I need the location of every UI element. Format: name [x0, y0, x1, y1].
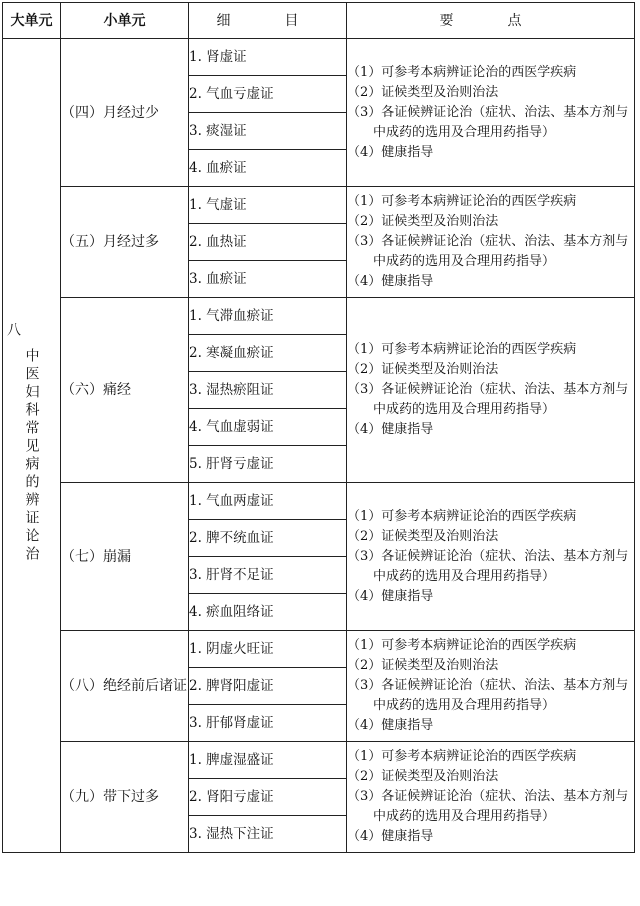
subunit-label: （五）月经过多 [61, 187, 189, 298]
point-line: （4）健康指导 [347, 422, 434, 437]
major-unit-title: 中医妇科常见病的辨证论治 [23, 347, 40, 564]
item-cell: 1. 气血两虚证 [189, 483, 347, 520]
item-cell: 5. 肝肾亏虚证 [189, 446, 347, 483]
major-unit-cell [3, 39, 61, 853]
item-cell: 4. 瘀血阻络证 [189, 594, 347, 631]
point-line: （4）健康指导 [347, 829, 434, 844]
header-points: 要 点 [347, 3, 635, 39]
points-cell [347, 39, 635, 187]
point-line: （2）证候类型及治则治法 [347, 362, 499, 377]
point-line: （1）可参考本病辨证论治的西医学疾病 [347, 342, 577, 357]
points-cell [347, 742, 635, 853]
header-major: 大单元 [3, 3, 61, 39]
point-line: （4）健康指导 [347, 144, 434, 160]
points-cell [347, 631, 635, 742]
point-line: （2）证候类型及治则治法 [347, 84, 499, 100]
table-row [3, 631, 635, 668]
subunit-label: （七）崩漏 [61, 483, 189, 631]
item-cell: 1. 阴虚火旺证 [189, 631, 347, 668]
subunit-label: （九）带下过多 [61, 742, 189, 853]
item-cell: 3. 肝肾不足证 [189, 557, 347, 594]
item-cell: 3. 肝郁肾虚证 [189, 705, 347, 742]
point-line: （3）各证候辨证论治（症状、治法、基本方剂与中成药的选用及合理用药指导） [347, 548, 629, 584]
item-cell: 4. 血瘀证 [189, 150, 347, 187]
item-cell: 1. 气虚证 [189, 187, 347, 224]
point-line: （1）可参考本病辨证论治的西医学疾病 [347, 64, 577, 80]
point-line: （3）各证候辨证论治（症状、治法、基本方剂与中成药的选用及合理用药指导） [347, 234, 629, 269]
points-cell [347, 483, 635, 631]
item-cell: 2. 肾阳亏虚证 [189, 779, 347, 816]
subunit-label: （八）绝经前后诸证 [61, 631, 189, 742]
point-line: （1）可参考本病辨证论治的西医学疾病 [347, 638, 577, 653]
item-cell: 3. 湿热下注证 [189, 816, 347, 853]
subunit-label: （六）痛经 [61, 298, 189, 483]
item-cell: 2. 寒凝血瘀证 [189, 335, 347, 372]
point-line: （2）证候类型及治则治法 [347, 658, 499, 673]
table-row [3, 187, 635, 224]
table-row [3, 742, 635, 779]
item-cell: 3. 血瘀证 [189, 261, 347, 298]
point-line: （2）证候类型及治则治法 [347, 528, 499, 544]
item-cell: 2. 血热证 [189, 224, 347, 261]
point-line: （4）健康指导 [347, 718, 434, 733]
item-cell: 1. 脾虚湿盛证 [189, 742, 347, 779]
points-cell [347, 187, 635, 298]
point-line: （4）健康指导 [347, 274, 434, 289]
item-cell: 3. 痰湿证 [189, 113, 347, 150]
point-line: （3）各证候辨证论治（症状、治法、基本方剂与中成药的选用及合理用药指导） [347, 382, 629, 417]
item-cell: 2. 脾肾阳虚证 [189, 668, 347, 705]
header-row [3, 3, 635, 39]
subunit-label: （四）月经过少 [61, 39, 189, 187]
point-line: （3）各证候辨证论治（症状、治法、基本方剂与中成药的选用及合理用药指导） [347, 104, 629, 140]
item-cell: 4. 气血虚弱证 [189, 409, 347, 446]
point-line: （3）各证候辨证论治（症状、治法、基本方剂与中成药的选用及合理用药指导） [347, 789, 629, 824]
points-cell [347, 298, 635, 483]
table-body [3, 39, 635, 853]
point-line: （1）可参考本病辨证论治的西医学疾病 [347, 508, 577, 524]
point-line: （1）可参考本病辨证论治的西医学疾病 [347, 194, 577, 209]
table-row [3, 298, 635, 335]
item-cell: 1. 气滞血瘀证 [189, 298, 347, 335]
point-line: （1）可参考本病辨证论治的西医学疾病 [347, 749, 577, 764]
point-line: （3）各证候辨证论治（症状、治法、基本方剂与中成药的选用及合理用药指导） [347, 678, 629, 713]
item-cell: 2. 气血亏虚证 [189, 76, 347, 113]
point-line: （2）证候类型及治则治法 [347, 214, 499, 229]
syllabus-table [2, 2, 635, 853]
table-row [3, 39, 635, 76]
item-cell: 3. 湿热瘀阻证 [189, 372, 347, 409]
header-item: 细 目 [189, 3, 347, 39]
point-line: （4）健康指导 [347, 588, 434, 604]
point-line: （2）证候类型及治则治法 [347, 769, 499, 784]
header-sub: 小单元 [61, 3, 189, 39]
major-unit-number: 八 [5, 321, 21, 340]
item-cell: 2. 脾不统血证 [189, 520, 347, 557]
table-row [3, 483, 635, 520]
item-cell: 1. 肾虚证 [189, 39, 347, 76]
